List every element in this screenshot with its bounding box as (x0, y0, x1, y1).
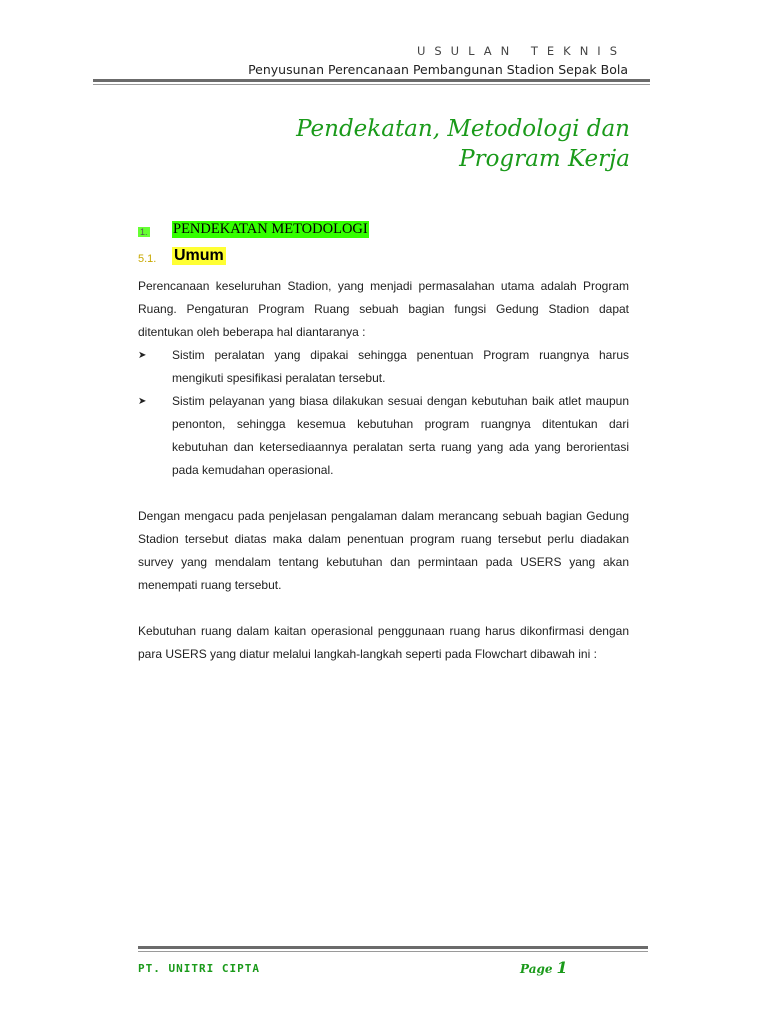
footer-rule-thin (138, 951, 648, 952)
bullet-item (138, 390, 629, 482)
paragraph-flowchart: Kebutuhan ruang dalam kaitan operasional penggunaan ruang harus dikonfirmasi dengan para USERS yang diatur melalui langkah-langkah seperti pada Flowchart dibawah ini : (138, 624, 629, 661)
page-label: Page (520, 962, 553, 976)
footer-company: PT. UNITRI CIPTA (138, 962, 260, 975)
bullet-item (138, 344, 629, 390)
section-title: PENDEKATAN METODOLOGI (173, 221, 368, 237)
footer-rule (138, 946, 648, 949)
chapter-title (296, 114, 630, 174)
chapter-title-line1: Pendekatan, Metodologi dan (296, 116, 630, 142)
arrowhead-bullet-icon: ➤ (138, 350, 147, 361)
header-rule-thin (93, 84, 650, 85)
page-indicator (520, 958, 568, 977)
page-number: 1 (556, 958, 568, 977)
section-number: 1. (140, 227, 148, 237)
bullet-list (138, 344, 629, 482)
subsection-number: 5.1. (138, 253, 157, 265)
header-subtitle: Penyusunan Perencanaan Pembangunan Stadion Sepak Bola (248, 62, 628, 77)
body-text (138, 275, 629, 666)
arrowhead-bullet-icon: ➤ (138, 396, 147, 407)
bullet-text: Sistim pelayanan yang biasa dilakukan sesuai dengan kebutuhan baik atlet maupun penonton, sehingga kesemua kebutuhan program ruangnya ditentukan dari kebutuhan dan ketersediaannya peralatan serta ruang yang ada yang berorientasi pada kemudahan operasional. (172, 394, 629, 477)
paragraph-survey: Dengan mengacu pada penjelasan pengalaman dalam merancang sebuah bagian Gedung Stadion tersebut diatas maka dalam penentuan program ruang tersebut perlu diadakan survey yang mendalam tentang kebutuhan dan permintaan pada USERS yang akan menempati ruang tersebut. (138, 509, 629, 592)
header-rule (93, 79, 650, 82)
bullet-text: Sistim peralatan yang dipakai sehingga penentuan Program ruangnya harus mengikuti spesifikasi peralatan tersebut. (172, 348, 629, 385)
paragraph-intro: Perencanaan keseluruhan Stadion, yang menjadi permasalahan utama adalah Program Ruang. Pengaturan Program Ruang sebuah bagian fungsi Gedung Stadion dapat ditentukan oleh beberapa hal diantaranya : (138, 279, 629, 339)
header-kicker: USULAN TEKNIS (416, 44, 626, 58)
subsection-title: Umum (174, 247, 224, 264)
chapter-title-line2: Program Kerja (459, 146, 630, 172)
